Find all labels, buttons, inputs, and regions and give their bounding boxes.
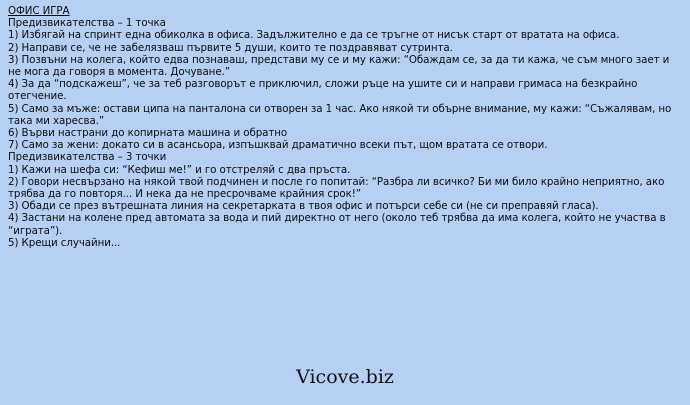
list-item: 1) Избягай на спринт една обиколка в офиса. Задължително е да се тръгне от нисък старт от вратата на офиса. xyxy=(8,29,620,42)
list-item: 3) Позвъни на колега, който едва познаваш, представи му се и му кажи: “Обаждам се, за да ти кажа, че съм много зает и не мога да говоря в момента. Дочуване.” xyxy=(8,53,673,79)
list-item: 2) Говори несвързано на някой твой подчинен и после го попитай: “Разбра ли всичко? Би ми било крайно неприятно, ако трябва да го повторя... И нека да не пресрочваме крайния срок!” xyxy=(8,175,668,201)
section-heading-1-point: Предизвикателства – 1 точка xyxy=(8,17,166,30)
article-text xyxy=(8,5,684,249)
section-heading-3-points: Предизвикателства – 3 точки xyxy=(8,151,167,164)
list-item: 7) Само за жени: докато си в асансьора, изпъшквай драматично всеки път, щом вратата се отвори. xyxy=(8,139,548,152)
list-item: 4) За да “подскажеш”, че за теб разговорът е приключил, сложи ръце на ушите си и направи гримаса на безкрайно отегчение. xyxy=(8,78,641,103)
list-item: 3) Обади се през вътрешната линия на секретарката в твоя офис и потърси себе си (не си преправяй гласа). xyxy=(8,200,599,213)
list-item: 1) Кажи на шефа си: “Кефиш ме!” и го отстреляй с два пръста. xyxy=(8,163,351,176)
site-watermark: Vicove.biz xyxy=(296,366,394,388)
list-item: 5) Крещи случайни... xyxy=(8,236,121,249)
list-item: 5) Само за мъже: остави ципа на панталона си отворен за 1 час. Ако някой ти обърне внимание, му кажи: “Съжалявам, но така ми харесва.” xyxy=(8,102,675,127)
list-item: 4) Застани на колене пред автомата за вода и пий директно от него (около теб трябва да има колега, който не участва в “играта”). xyxy=(8,212,669,237)
list-item: 6) Върви настрани до копирната машина и обратно xyxy=(8,127,288,140)
page-title: ОФИС ИГРА xyxy=(8,5,70,17)
list-item: 2) Направи се, че не забелязваш първите 5 души, които те поздравяват сутринта. xyxy=(8,41,453,54)
